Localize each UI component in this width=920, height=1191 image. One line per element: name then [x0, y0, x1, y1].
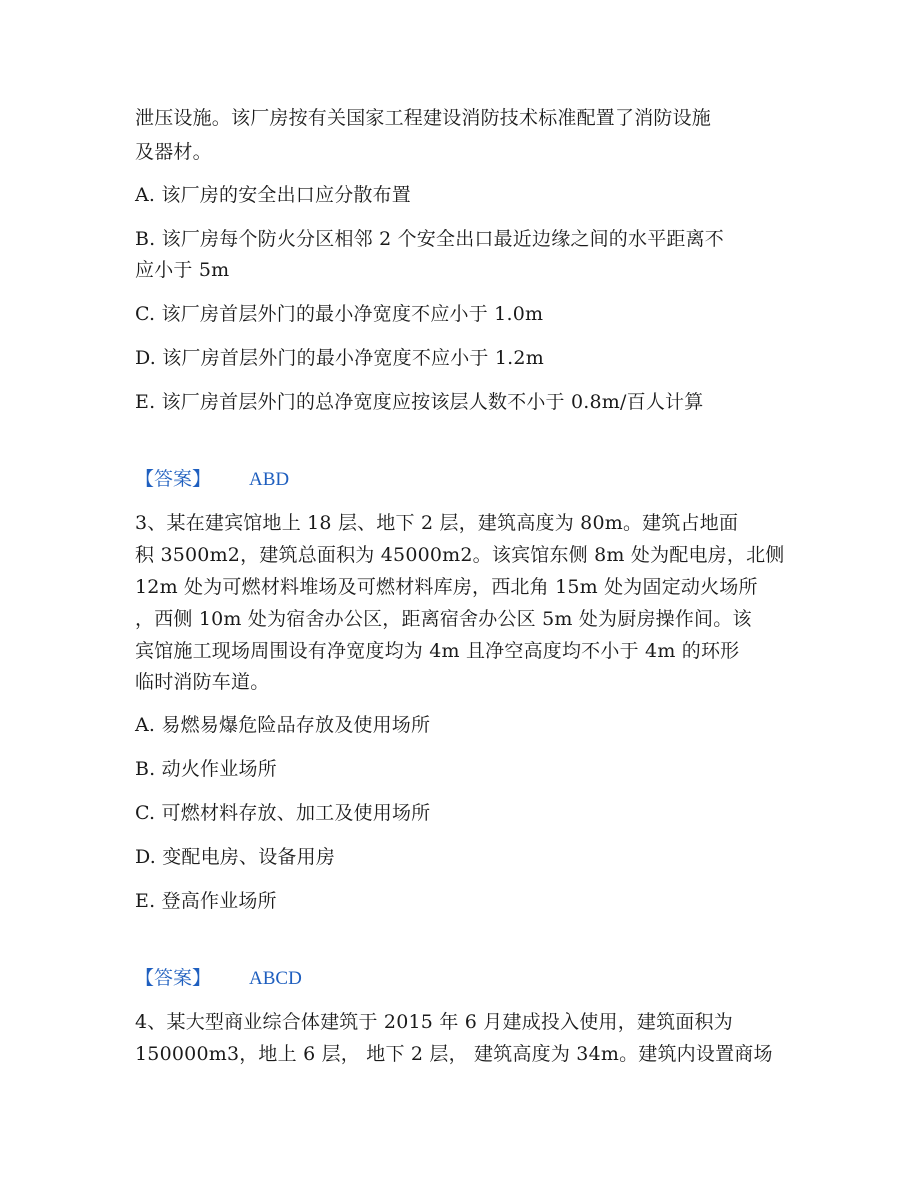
option-a: A. 该厂房的安全出口应分散布置 [135, 184, 412, 206]
question-4-line: 4、某大型商业综合体建筑于 2015 年 6 月建成投入使用，建筑面积为 [135, 1011, 733, 1033]
option-e: E. 该厂房首层外门的总净宽度应按该层人数不小于 0.8m/百人计算 [135, 391, 704, 413]
option-d: D. 变配电房、设备用房 [135, 846, 336, 868]
option-b-cont: 应小于 5m [135, 259, 230, 281]
answer-row [135, 465, 289, 494]
option-a: A. 易燃易爆危险品存放及使用场所 [135, 714, 431, 736]
text-line: 泄压设施。该厂房按有关国家工程建设消防技术标准配置了消防设施 [135, 107, 712, 129]
question-3-line: 宾馆施工现场周围设有净宽度均为 4m 且净空高度均不小于 4m 的环形 [135, 640, 740, 662]
option-b: B. 该厂房每个防火分区相邻 2 个安全出口最近边缘之间的水平距离不 [135, 228, 725, 250]
question-4-line: 150000m3，地上 6 层， 地下 2 层， 建筑高度为 34m。建筑内设置商场 [135, 1043, 773, 1065]
option-b: B. 动火作业场所 [135, 758, 277, 780]
answer-value: ABCD [249, 968, 302, 989]
question-3-line: 12m 处为可燃材料堆场及可燃材料库房，西北角 15m 处为固定动火场所 [135, 576, 758, 598]
text-line: 及器材。 [135, 141, 212, 163]
question-3-line: 临时消防车道。 [135, 671, 270, 693]
question-3-line: 积 3500m2，建筑总面积为 45000m2。该宾馆东侧 8m 处为配电房，北侧 [135, 544, 785, 566]
question-3-line: 3、某在建宾馆地上 18 层、地下 2 层，建筑高度为 80m。建筑占地面 [135, 512, 739, 534]
question-3-line: ，西侧 10m 处为宿舍办公区，距离宿舍办公区 5m 处为厨房操作间。该 [135, 608, 752, 630]
option-c: C. 该厂房首层外门的最小净宽度不应小于 1.0m [135, 303, 544, 325]
option-e: E. 登高作业场所 [135, 890, 277, 912]
answer-value: ABD [249, 469, 290, 490]
answer-tag: 【答案】 [135, 468, 212, 490]
option-c: C. 可燃材料存放、加工及使用场所 [135, 802, 431, 824]
answer-row [135, 964, 302, 993]
option-d: D. 该厂房首层外门的最小净宽度不应小于 1.2m [135, 347, 544, 369]
answer-tag: 【答案】 [135, 967, 212, 989]
